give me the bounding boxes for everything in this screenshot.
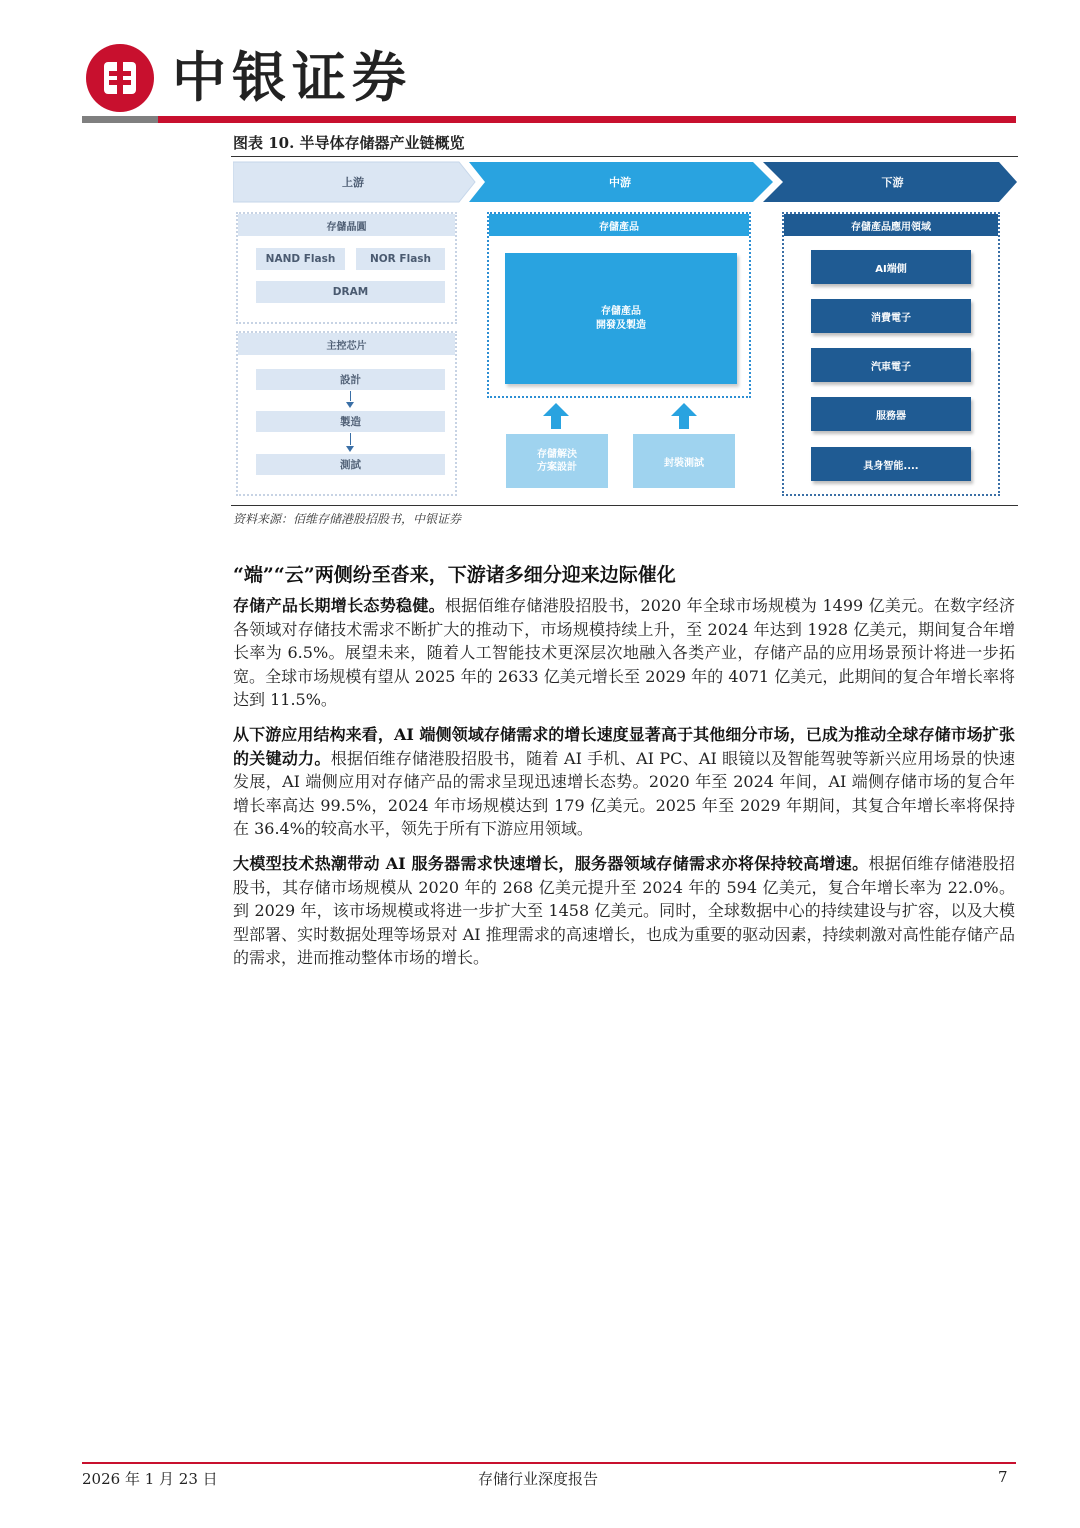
- section-heading: “端”“云”两侧纷至沓来，下游诸多细分迎来边际催化: [233, 564, 676, 586]
- solution-design-line: 存儲解決: [537, 449, 577, 460]
- nand-flash-item: NAND Flash: [256, 248, 345, 270]
- header-rule-gray: [82, 116, 158, 123]
- footer-date: 2026 年 1 月 23 日: [82, 1470, 218, 1488]
- footer-report-title: 存储行业深度报告: [478, 1470, 599, 1488]
- arrow-down-icon: [346, 446, 354, 452]
- product-dev-box: [505, 253, 737, 384]
- figure-source: 资料来源：佰维存储港股招股书，中银证券: [233, 512, 462, 526]
- arrow-up-icon: [671, 403, 697, 429]
- paragraph-lead: 存储产品长期增长态势稳健。: [233, 596, 445, 615]
- paragraph: [233, 723, 1015, 841]
- logo-bar: [117, 54, 123, 102]
- product-header: 存儲產品: [489, 214, 749, 236]
- figure-title: 图表 10. 半导体存储器产业链概览: [233, 134, 465, 152]
- stage-downstream-label: 下游: [881, 176, 904, 189]
- app-embodied-ai: 具身智能....: [811, 447, 971, 481]
- design-step: 設計: [256, 369, 445, 390]
- figure-top-rule: [231, 156, 1018, 157]
- arrow-up-icon: [543, 403, 569, 429]
- packaging-test-box: 封裝測試: [633, 434, 735, 488]
- stage-upstream-label: 上游: [342, 176, 364, 189]
- dram-item: DRAM: [256, 281, 445, 303]
- solution-design-line: 方案設計: [537, 462, 577, 473]
- wafer-header: 存儲晶圓: [238, 214, 455, 236]
- paragraph-body: 根据佰维存储港股招股书，2020 年全球市场规模为 1499 亿美元。在数字经济各领域对存储技术需求不断扩大的推动下，市场规模持续上升，至 2024 年达到 1928 亿美元，期间复合年增长率为 6.5%。展望未来，随着人工智能技术更深层次地融入各类产业，存储产品的应用场景预计将进一步拓宽。全球市场规模有望从 2025 年的 2633 亿美元增长至 2029 年的 4071 亿美元，此期间的复合年增长率将达到 11.5%。: [233, 596, 1015, 709]
- nor-flash-item: NOR Flash: [356, 248, 445, 270]
- paragraph: [233, 852, 1015, 970]
- product-dev-line: 開發及製造: [596, 319, 646, 331]
- manufacture-step: 製造: [256, 411, 445, 432]
- application-header: 存儲產品應用領域: [784, 214, 998, 236]
- paragraph-lead: 大模型技术热潮带动 AI 服务器需求快速增长，服务器领域存储需求亦将保持较高增速。: [233, 854, 869, 873]
- app-server: 服務器: [811, 397, 971, 431]
- controller-header: 主控芯片: [238, 333, 455, 355]
- paragraph-lead: 从下游应用结构来看，AI 端侧领域存储需求的增长速度显著高于其他细分市场，已成为推动全球存储市场扩张的关键动力。: [233, 725, 1015, 768]
- app-ai-edge: AI端側: [811, 250, 971, 284]
- flow-line: [350, 433, 351, 445]
- logo-bar: [109, 80, 131, 85]
- stage-midstream-label: 中游: [609, 176, 631, 189]
- app-consumer-electronics: 消費電子: [811, 299, 971, 333]
- flow-line: [350, 391, 351, 401]
- paragraph-body: 根据佰维存储港股招股书，随着 AI 手机、AI PC、AI 眼镜以及智能驾驶等新兴应用场景的快速发展，AI 端侧应用对存储产品的需求呈现迅速增长态势。2020 年至 2024 年间，AI 端侧存储市场的复合年增长率高达 99.5%，2024 年市场规模达到 179 亿美元。2025 年至 2029 年期间，其复合年增长率将保持在 36.4%的较高水平，领先于所有下游应用领域。: [233, 748, 1015, 838]
- header-rule-red: [158, 116, 1016, 123]
- app-automotive: 汽車電子: [811, 348, 971, 382]
- arrow-down-icon: [346, 402, 354, 408]
- logo-bar: [109, 71, 131, 76]
- brand-name: 中银证券: [172, 46, 412, 109]
- figure-bottom-rule: [231, 505, 1018, 506]
- solution-design-box: [506, 434, 608, 488]
- footer-rule: [82, 1462, 1016, 1464]
- paragraph-body: 根据佰维存储港股招股书，其存储市场规模从 2020 年的 268 亿美元提升至 2024 年的 594 亿美元，复合年增长率为 22.0%。到 2029 年，该市场规模或将进一步扩大至 1458 亿美元。同时，全球数据中心的持续建设与扩容，以及大模型部署、实时数据处理等场景对 AI 推理需求的高速增长，也成为重要的驱动因素，持续刺激对高性能存储产品的需求，进而推动整体市场的增长。: [233, 854, 1015, 967]
- product-dev-line: 存儲產品: [601, 305, 641, 317]
- paragraph: [233, 594, 1015, 712]
- test-step: 測試: [256, 454, 445, 475]
- page-number: 7: [998, 1468, 1008, 1486]
